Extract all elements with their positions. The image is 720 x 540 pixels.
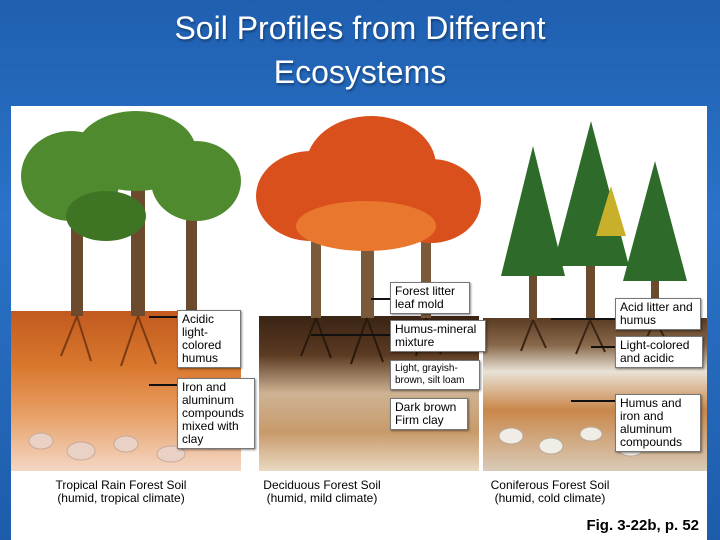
label-silt-loam: Light, grayish-brown, silt loam <box>390 360 480 390</box>
coniferous-canopy <box>501 121 687 281</box>
leader-humus-iron <box>571 400 615 402</box>
label-acid-litter: Acid litter and humus <box>615 298 701 330</box>
caption-tropical <box>31 479 211 505</box>
label-light-colored: Light-colored and acidic <box>615 336 703 368</box>
label-iron-aluminum: Iron and aluminum compounds mixed with clay <box>177 378 255 449</box>
leader-humus-mineral <box>311 334 391 336</box>
leader-iron-aluminum <box>149 384 177 386</box>
caption-coniferous <box>475 479 625 505</box>
label-acidic-humus: Acidic light-colored humus <box>177 310 241 368</box>
soil-profiles-illustration <box>11 106 707 516</box>
leader-forest-litter <box>371 298 391 300</box>
slide-title <box>0 6 720 94</box>
title-line-1: Soil Profiles from Different <box>174 10 546 46</box>
caption-deciduous-line2: (humid, mild climate) <box>266 491 378 505</box>
label-forest-litter: Forest litter leaf mold <box>390 282 470 314</box>
label-humus-iron: Humus and iron and aluminum compounds <box>615 394 701 452</box>
caption-deciduous <box>247 479 397 505</box>
figure-reference: Fig. 3-22b, p. 52 <box>586 517 699 534</box>
title-line-2: Ecosystems <box>273 54 447 90</box>
label-humus-mineral: Humus-mineral mixture <box>390 320 486 352</box>
tropical-canopy <box>21 111 241 241</box>
caption-deciduous-line1: Deciduous Forest Soil <box>263 478 381 492</box>
leader-acidic-humus <box>149 316 177 318</box>
leader-acid-litter <box>551 318 615 320</box>
label-dark-brown-clay: Dark brown Firm clay <box>390 398 468 430</box>
caption-tropical-line2: (humid, tropical climate) <box>57 491 185 505</box>
caption-coniferous-line1: Coniferous Forest Soil <box>490 478 610 492</box>
leader-light-colored <box>591 346 615 348</box>
figure-panel <box>11 106 707 540</box>
caption-coniferous-line2: (humid, cold climate) <box>494 491 606 505</box>
caption-tropical-line1: Tropical Rain Forest Soil <box>55 478 187 492</box>
deciduous-canopy <box>256 116 481 251</box>
